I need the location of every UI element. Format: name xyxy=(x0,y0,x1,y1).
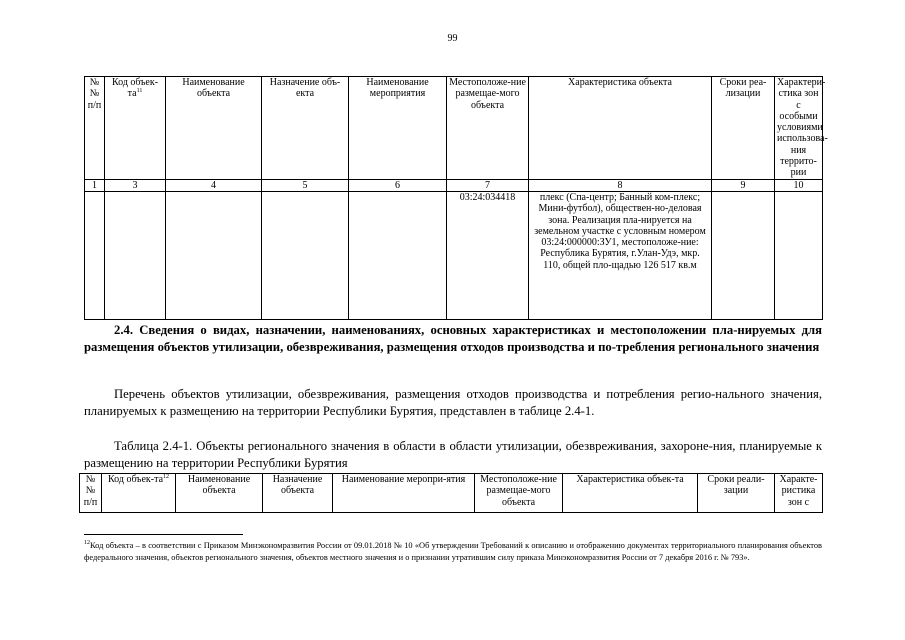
header-cell: Характеристика объек-та xyxy=(563,474,698,513)
column-number: 7 xyxy=(447,179,529,191)
footnote-mark: 12 xyxy=(163,474,170,480)
footnote xyxy=(84,540,822,563)
header-cell: Наименование меропри-ятия xyxy=(333,474,475,513)
characteristic-cell: плекс (Спа-центр; Банный ком-плекс; Мини-футбол), обществен-но-деловая зона. Реализация пла-нируется на земельном участке с условным номером 03:24:000000:ЗУ1, местоположе-ние: Республика Бурятия, г.Улан-Удэ, мкр. 110, общей пло-щадью 126 517 кв.м xyxy=(529,191,712,319)
section-heading: 2.4. Сведения о видах, назначении, наименованиях, основных характеристиках и местоположении пла-нируемых для размещения объектов утилизации, обезвреживания, размещения отходов производства и по-требления регионального значения xyxy=(84,323,822,354)
header-cell: Наименование объекта xyxy=(166,77,262,180)
header-cell: Назначение объ-екта xyxy=(262,77,349,180)
table-caption: Таблица 2.4-1. Объекты регионального значения в области в области утилизации, обезвреживания, захороне-ния, планируемые к размещению на территории Республики Бурятия xyxy=(84,439,822,470)
header-cell: Сроки реа-лизации xyxy=(712,77,775,180)
column-number: 10 xyxy=(775,179,823,191)
footnote-text: Код объекта – в соответствии с Приказом Минэкономразвития России от 09.01.2018 № 10 «Об утверждении Требований к описанию и отображению документах территориального планирования объектов федерального значения, объектов регионального значения, объектов местного значения и о признании утратившим силу приказа Минэкономразвития России от 7 декабря 2016 г. № 793». xyxy=(84,541,822,562)
header-cell: Сроки реали-зации xyxy=(698,474,775,513)
column-number: 3 xyxy=(105,179,166,191)
table-header-row xyxy=(85,77,823,180)
table-cell xyxy=(262,191,349,319)
table-row xyxy=(85,191,823,319)
column-number: 5 xyxy=(262,179,349,191)
page-number: 99 xyxy=(447,33,458,44)
table-cell xyxy=(85,191,105,319)
table-cell xyxy=(712,191,775,319)
footnote-divider xyxy=(84,534,243,535)
header-cell: Характери-стика зон с особыми условиями использова-ния террито-рии xyxy=(775,77,823,180)
column-number: 6 xyxy=(349,179,447,191)
header-cell-code: Код объек-$та^{11}$ xyxy=(105,77,166,180)
table-2-4-1 xyxy=(79,473,823,513)
header-cell: Местоположе-ние размещае-мого объекта xyxy=(475,474,563,513)
header-cell-code: Код объек-$та^{12}$ xyxy=(102,474,176,513)
header-cell: № № п/п xyxy=(80,474,102,513)
objects-table-continued xyxy=(84,76,828,320)
header-cell: Характеристика объекта xyxy=(529,77,712,180)
table-cell xyxy=(349,191,447,319)
header-cell: Характе-ристика зон с xyxy=(775,474,823,513)
paragraph: Перечень объектов утилизации, обезвреживания, размещения отходов производства и потребления регио-нального значения, планируемых к размещению на территории Республики Бурятия, представлен в таблице 2.4-1. xyxy=(84,387,822,418)
table-cell xyxy=(775,191,823,319)
header-cell: № № п/п xyxy=(85,77,105,180)
footnote-mark: 11 xyxy=(136,88,143,95)
column-number: 8 xyxy=(529,179,712,191)
column-number-row xyxy=(85,179,823,191)
footnote-mark: 12 xyxy=(84,540,90,546)
table-header-row xyxy=(80,474,823,513)
location-cell: 03:24:034418 xyxy=(447,191,529,319)
header-cell: Наименование объекта xyxy=(176,474,263,513)
column-number: 9 xyxy=(712,179,775,191)
column-number: 4 xyxy=(166,179,262,191)
table-cell xyxy=(105,191,166,319)
table-cell xyxy=(166,191,262,319)
header-cell: Местоположе-ние размещае-мого объекта xyxy=(447,77,529,180)
column-number: 1 xyxy=(85,179,105,191)
header-cell: Назначение объекта xyxy=(263,474,333,513)
header-cell: Наименование мероприятия xyxy=(349,77,447,180)
